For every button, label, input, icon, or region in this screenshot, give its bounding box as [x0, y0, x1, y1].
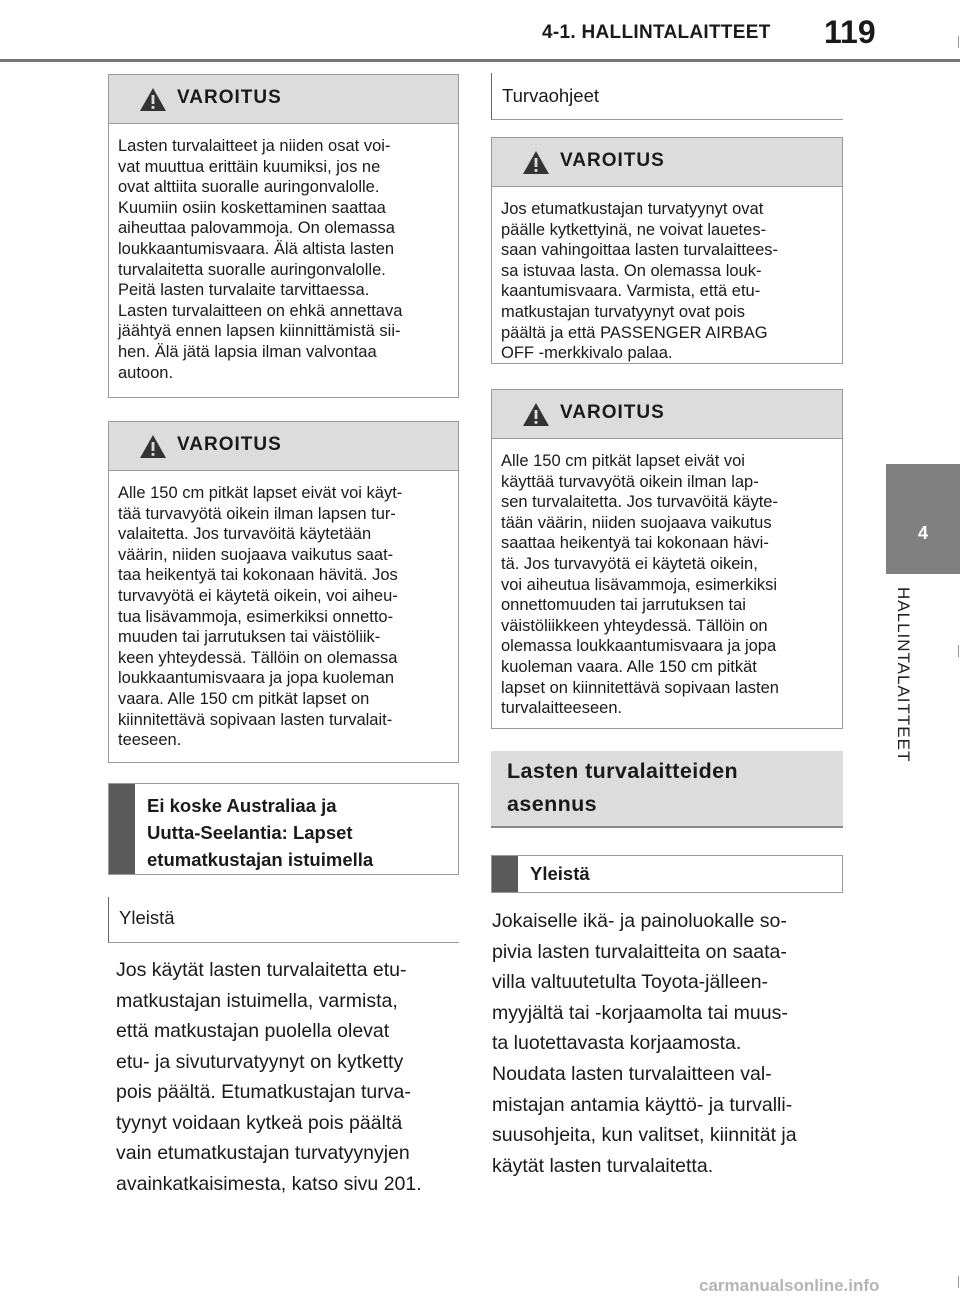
body-paragraph: Noudata lasten turvalaitteen val- mistajan antamia käyttö- ja turvalli- suusohjeita, kun valitset, kiinnität ja käytät lasten turvalaitetta.	[492, 1063, 797, 1177]
chapter-heading-rule	[491, 826, 843, 828]
crop-mark	[958, 36, 959, 48]
warning-triangle-icon	[139, 87, 167, 112]
crop-mark	[958, 1276, 959, 1288]
subheading	[491, 73, 843, 120]
warning-text: Jos etumatkustajan turvatyynyt ovat päälle kytkettyinä, ne voivat lauetes- saan vahingoittaa lasten turvalaittees- sa istuvaa lasta. On olemassa louk- kaantumisvaara. Varmista, että etu- matkustajan turvatyynyt ovat pois päältä ja että PASSENGER AIRBAG OFF -merkkivalo palaa.	[501, 200, 779, 363]
warning-title: VAROITUS	[560, 150, 665, 171]
watermark[interactable]: carmanualsonline.info	[699, 1276, 880, 1295]
warning-triangle-icon	[522, 402, 550, 427]
warning-triangle-icon	[522, 150, 550, 175]
body-paragraph: Jos käytät lasten turvalaitetta etu- matkustajan istuimella, varmista, että matkustajan puolella olevat etu- ja sivuturvatyynyt on kytketty pois päältä. Etumatkustajan turva- tyynyt voidaan kytkeä pois päältä vain etumatkustajan turvatyynyjen avainkatkaisimesta, katso sivu 201.	[116, 959, 422, 1195]
section-heading-text: Yleistä	[530, 863, 590, 884]
warning-header	[109, 422, 458, 471]
warning-box	[108, 74, 459, 398]
running-header: 4-1. HALLINTALAITTEET	[542, 22, 771, 43]
section-heading-text: Ei koske Australiaa ja Uutta-Seelantia: Lapset etumatkustajan istuimella	[147, 795, 374, 870]
page-number: 119	[824, 14, 876, 50]
chapter-heading-text: Lasten turvalaitteiden asennus	[507, 759, 739, 816]
header-rule	[0, 59, 960, 62]
warning-box	[108, 421, 459, 763]
chapter-heading	[491, 751, 843, 827]
subheading-text: Turvaohjeet	[502, 85, 600, 106]
warning-box	[491, 389, 843, 729]
warning-title: VAROITUS	[177, 434, 282, 455]
warning-header	[492, 390, 842, 439]
crop-mark	[958, 645, 959, 657]
warning-header	[109, 75, 458, 124]
warning-title: VAROITUS	[177, 87, 282, 108]
warning-text: Alle 150 cm pitkät lapset eivät voi käyttää turvavyötä oikein ilman lap- sen turvalaitetta. Jos turvavöitä käyte- tään väärin, niiden suojaava vaikutus saattaa heikentyä tai kokonaan hävi- tä. Jos turvavyötä ei käytetä oikein, voi aiheutua lisävammoja, esimerkiksi onnettomuuden tai jarrutuksen tai väistöliikkeen yhteydessä. Tällöin on olemassa loukkaantumisvaara ja jopa kuoleman vaara. Alle 150 cm pitkät lapset on kiinnitettävä sopivaan lasten turvalaitteeseen.	[501, 452, 779, 718]
section-bar	[492, 856, 518, 892]
subheading-text: Yleistä	[119, 907, 175, 928]
chapter-tab[interactable]: 4	[886, 464, 960, 574]
section-bar	[109, 784, 135, 874]
section-heading	[108, 783, 459, 875]
body-paragraph: Jokaiselle ikä- ja painoluokalle so- pivia lasten turvalaitteita on saata- villa valtuutetulta Toyota-jälleen- myyjältä tai -korjaamolta tai muus- ta luotettavasta korjaamosta.	[492, 910, 788, 1054]
warning-header	[492, 138, 842, 187]
section-heading	[491, 855, 843, 893]
warning-text: Alle 150 cm pitkät lapset eivät voi käyt- tää turvavyötä oikein ilman lapsen tur- valaitetta. Jos turvavöitä käytetään väärin, niiden suojaava vaikutus saat- taa heikentyä tai kokonaan hävitä. Jos turvavyötä ei käytetä oikein, voi aiheu- tua lisävammoja, esimerkiksi onnetto- muuden tai jarrutuksen tai väistöliik- keen yhteydessä. Tällöin on olemassa loukkaantumisvaara ja jopa kuoleman vaara. Alle 150 cm pitkät lapset on kiinnitettävä sopivaan lasten turvalait- teeseen.	[118, 484, 403, 750]
warning-title: VAROITUS	[560, 402, 665, 423]
warning-text: Lasten turvalaitteet ja niiden osat voi- vat muuttua erittäin kuumiksi, jos ne ovat alttiita suoralle auringonvalolle. Kuumiin osiin koskettaminen saattaa aiheuttaa palovammoja. On olemassa loukkaantumisvaara. Älä altista lasten turvalaitetta suoralle auringonvalolle. Peitä lasten turvalaite tarvittaessa. Lasten turvalaitteen on ehkä annettava jäähtyä ennen lapsen kiinnittämistä sii- hen. Älä jätä lapsia ilman valvontaa autoon.	[118, 137, 403, 382]
subheading	[108, 897, 459, 943]
warning-triangle-icon	[139, 434, 167, 459]
chapter-tab-label: HALLINTALAITTEET	[894, 587, 913, 763]
warning-box	[491, 137, 843, 364]
